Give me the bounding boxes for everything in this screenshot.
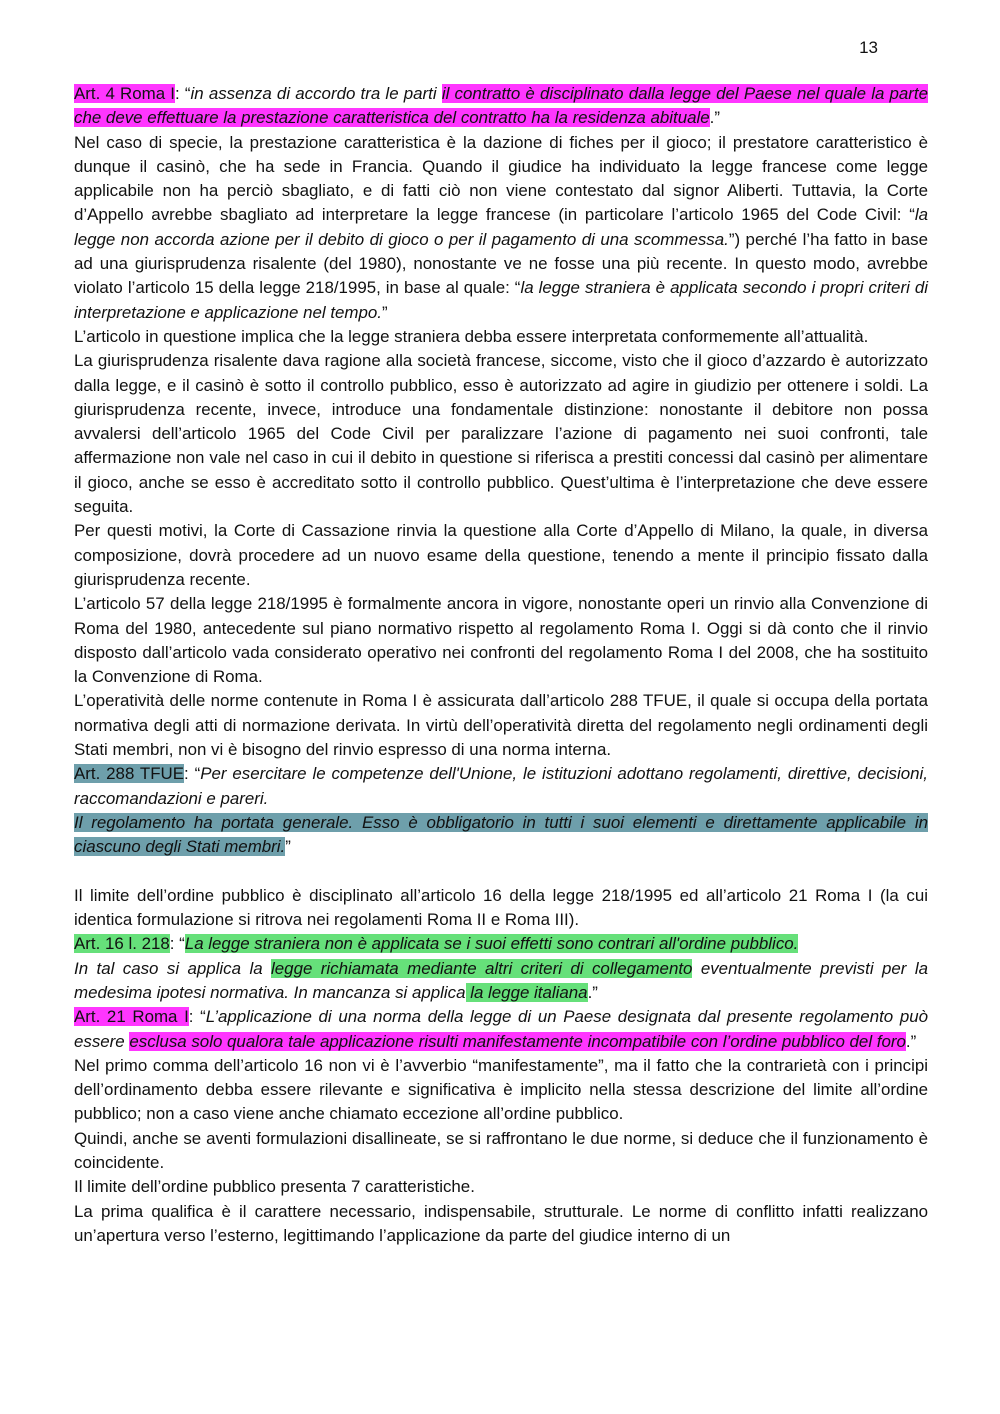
paragraph-regolamento: Il regolamento ha portata generale. Esso è obbligatorio in tutti i suoi elementi e direttamente applicabile in ciascuno degli Stati membri.” <box>74 812 928 857</box>
highlighted-quote: esclusa solo qualora tale applicazione risulti manifestamente incompatibile con l’ordine pubblico del foro <box>129 1031 906 1051</box>
paragraph: L’articolo in questione implica che la legge straniera debba essere interpretata conformemente all’attualità. <box>74 326 869 346</box>
highlighted-quote: legge richiamata mediante altri criteri di collegamento <box>271 958 693 978</box>
paragraph: Il limite dell’ordine pubblico presenta 7 caratteristiche. <box>74 1177 475 1197</box>
quote-legge-218: la legge straniera è applicata secondo i propri criteri di interpretazione e applicazione nel tempo. <box>74 278 928 322</box>
quote-text: L’applicazione di una norma della legge di un Paese designata dal presente regolamento può essere <box>74 1007 929 1051</box>
highlighted-quote: la legge italiana <box>465 982 588 1002</box>
paragraph-art-16-comma: In tal caso si applica la legge richiamata mediante altri criteri di collegamento eventualmente previsti per la medesima ipotesi normativa. In mancanza si applica la legge italiana.” <box>74 958 928 1002</box>
article-reference: Art. 16 l. 218 <box>74 934 170 954</box>
paragraph-caso-di-specie: Nel caso di specie, la prestazione caratteristica è la dazione di fiches per il gioco; il prestatore caratteristico è dunque il casinò, che ha sede in Francia. Quando il giudice ha individuato la legge francese come legge applicabile non ha perciò sbagliato, e di fatti ciò non viene contestato dal signor Aliberti. Tuttavia, la Corte d’Appello avrebbe sbagliato ad interpretare la legge francese (in particolare l’articolo 1965 del Code Civil: “la legge non accorda azione per il debito di gioco o per il pagamento di una scommessa.”) perché l’ha fatto in base ad una giurisprudenza risalente (del 1980), nonostante ve ne fosse una più recente. In questo modo, avrebbe violato l’articolo 15 della legge 218/1995, in base al quale: “la legge straniera è applicata secondo i propri criteri di interpretazione e applicazione nel tempo.” <box>74 132 928 322</box>
paragraph-art-288-tfue: Art. 288 TFUE: “Per esercitare le competenze dell'Unione, le istituzioni adottano regolamenti, direttive, decisioni, raccomandazioni e pareri. <box>74 764 928 808</box>
paragraph: L’articolo 57 della legge 218/1995 è formalmente ancora in vigore, nonostante operi un rinvio alla Convenzione di Roma del 1980, antecedente sul piano normativo rispetto al regolamento Roma I. Oggi si dà conto che il rinvio disposto dall’articolo vada considerato operativo nei confronti del regolamento Roma I del 2008, che ha sostituito la Convenzione di Roma. <box>74 594 928 687</box>
paragraph-art-21-roma-i: Art. 21 Roma I: “L’applicazione di una norma della legge di un Paese designata dal presente regolamento può essere esclusa solo qualora tale applicazione risulti manifestamente incompatibile con l’ordine pubblico del foro.” <box>74 1007 929 1051</box>
article-reference: Art. 288 TFUE <box>74 764 185 784</box>
body-text <box>74 82 928 1248</box>
article-reference: Art. 21 Roma I <box>74 1007 189 1027</box>
paragraph: La prima qualifica è il carattere necessario, indispensabile, strutturale. Le norme di conflitto infatti realizzano un’apertura verso l’esterno, legittimando l’applicazione da parte del giudice interno di un <box>74 1201 928 1245</box>
paragraph: Per questi motivi, la Corte di Cassazione rinvia la questione alla Corte d’Appello di Milano, la quale, in diversa composizione, dovrà procedere ad un nuovo esame della questione, tenendo a mente il principio fissato dalla giurisprudenza recente. <box>74 521 928 589</box>
paragraph: Quindi, anche se aventi formulazioni disallineate, se si raffrontano le due norme, si deduce che il funzionamento è coincidente. <box>74 1128 928 1173</box>
highlighted-quote: La legge straniera non è applicata se i suoi effetti sono contrari all'ordine pubblico. <box>184 934 799 954</box>
page-number: 13 <box>859 38 878 57</box>
article-reference: Art. 4 Roma I <box>74 84 175 103</box>
highlighted-quote: il contratto è disciplinato dalla legge del Paese nel quale la parte che deve effettuare la prestazione caratteristica del contratto ha la residenza abituale <box>74 84 929 128</box>
quote-code-civil: la legge non accorda azione per il debito di gioco o per il pagamento di una scommessa. <box>74 205 928 249</box>
paragraph: La giurisprudenza risalente dava ragione alla società francese, siccome, visto che il gioco d’azzardo è autorizzato dalla legge, e il casinò è sotto il controllo pubblico, esso è autorizzato ad agire in giudizio per ottenere i soldi. La giurisprudenza recente, invece, introduce una fondamentale distinzione: nonostante il debitore non possa avvalersi dell’articolo 1965 del Code Civil per paralizzare l’azione di pagamento nei suoi confronti, tale affermazione non vale nel caso in cui il debito in questione si riferisca a prestiti concessi dal casinò per alimentare il gioco, anche se esso è accreditato sotto il controllo pubblico. Quest’ultima è l’interpretazione che deve essere seguita. <box>74 351 928 517</box>
paragraph: Nel primo comma dell’articolo 16 non vi è l’avverbio “manifestamente”, ma il fatto che la contrarietà con i principi dell’ordinamento debba essere rilevante e significativa è implicito nella stessa descrizione del limite all’ordine pubblico; non a caso viene anche chiamato eccezione all’ordine pubblico. <box>74 1055 928 1124</box>
paragraph: L’operatività delle norme contenute in Roma I è assicurata dall’articolo 288 TFUE, il quale si occupa della portata normativa degli atti di normazione derivata. In virtù dell’operatività diretta del regolamento negli ordinamenti degli Stati membri, non vi è bisogno del rinvio espresso di una norma interna. <box>74 691 928 760</box>
paragraph: Il limite dell’ordine pubblico è disciplinato all’articolo 16 della legge 218/1995 ed all’articolo 21 Roma I (la cui identica formulazione si ritrova nei regolamenti Roma II e Roma III). <box>74 885 928 930</box>
paragraph-art-16: Art. 16 l. 218: “La legge straniera non è applicata se i suoi effetti sono contrari all'ordine pubblico. <box>74 934 799 954</box>
paragraph-art-4-roma-i: Art. 4 Roma I: “in assenza di accordo tra le parti il contratto è disciplinato dalla legge del Paese nel quale la parte che deve effettuare la prestazione caratteristica del contratto ha la residenza abituale.” <box>74 84 929 128</box>
quote-text: in assenza di accordo tra le parti <box>190 84 442 103</box>
blank-line <box>74 860 928 884</box>
quote-text: Per esercitare le competenze dell'Unione, le istituzioni adottano regolamenti, direttive, decisioni, raccomandazioni e pareri. <box>74 764 928 808</box>
highlighted-quote: Il regolamento ha portata generale. Esso è obbligatorio in tutti i suoi elementi e direttamente applicabile in ciascuno degli Stati membri. <box>74 812 928 857</box>
